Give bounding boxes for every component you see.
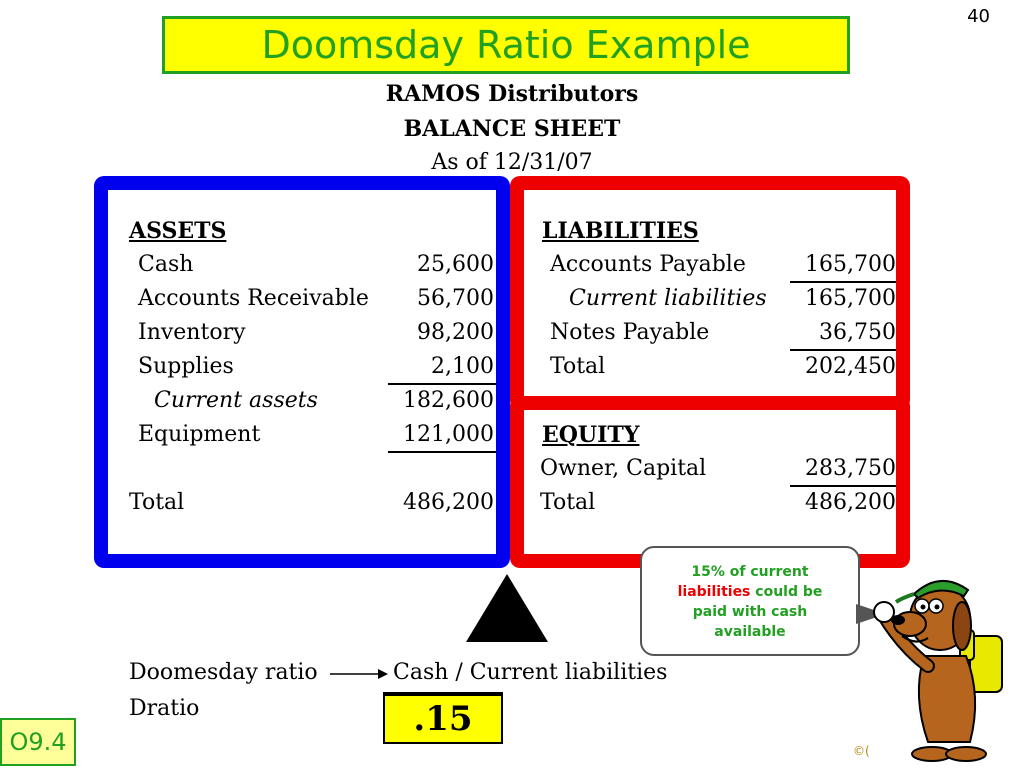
fulcrum-triangle <box>466 574 548 642</box>
asset-value: 56,700 <box>417 286 494 311</box>
asset-label: Equipment <box>138 422 261 447</box>
callout-bubble <box>640 546 860 656</box>
current-assets-label: Current assets <box>154 388 318 413</box>
equity-value: 283,750 <box>805 456 896 481</box>
callout-line: 15% of current <box>691 564 809 580</box>
asset-label: Cash <box>138 252 194 277</box>
callout-text: could be <box>750 584 823 600</box>
callout-line: available <box>714 624 786 640</box>
callout-line <box>654 582 846 602</box>
asset-label: Inventory <box>138 320 246 345</box>
total-rule <box>790 485 896 487</box>
liability-value: 165,700 <box>805 252 896 277</box>
formula-label: Doomesday ratio <box>129 660 318 685</box>
asset-value: 121,000 <box>403 422 494 447</box>
liabilities-total-label: Total <box>550 354 606 379</box>
slide-title: Doomsday Ratio Example <box>261 23 751 67</box>
current-liabilities-label: Current liabilities <box>569 286 767 311</box>
statement-title: BALANCE SHEET <box>403 116 621 142</box>
dog-mascot-illustration <box>862 566 1012 762</box>
copyright-text: ©( <box>853 744 870 758</box>
liability-label: Notes Payable <box>550 320 710 345</box>
equity-total-label: Total <box>540 490 596 515</box>
subtotal-rule <box>790 349 896 351</box>
asset-label: Supplies <box>138 354 234 379</box>
equity-heading: EQUITY <box>542 422 640 448</box>
subtotal-rule <box>790 281 896 283</box>
assets-heading: ASSETS <box>129 218 227 244</box>
slide-number: 40 <box>967 6 990 27</box>
asset-value: 2,100 <box>431 354 494 379</box>
slide-code: O9.4 <box>0 718 76 766</box>
asset-label: Accounts Receivable <box>138 286 369 311</box>
formula-expression: Cash / Current liabilities <box>393 660 668 685</box>
arrow-right-icon <box>330 666 390 682</box>
asset-value: 25,600 <box>417 252 494 277</box>
current-liabilities-value: 165,700 <box>805 286 896 311</box>
title-box <box>162 16 850 74</box>
liability-value: 36,750 <box>819 320 896 345</box>
liabilities-heading: LIABILITIES <box>542 218 699 244</box>
callout-highlight: liabilities <box>677 584 751 600</box>
ratio-result: .15 <box>383 692 503 744</box>
company-name: RAMOS Distributors <box>385 81 639 107</box>
liability-label: Accounts Payable <box>550 252 746 277</box>
assets-total-value: 486,200 <box>403 490 494 515</box>
as-of-date: As of 12/31/07 <box>431 150 593 175</box>
total-rule <box>388 451 496 453</box>
assets-total-label: Total <box>129 490 185 515</box>
equity-label: Owner, Capital <box>540 456 707 481</box>
current-assets-value: 182,600 <box>403 388 494 413</box>
equity-total-value: 486,200 <box>805 490 896 515</box>
subtotal-rule <box>388 383 496 385</box>
liabilities-total-value: 202,450 <box>805 354 896 379</box>
asset-value: 98,200 <box>417 320 494 345</box>
formula-short-label: Dratio <box>129 696 200 721</box>
callout-line: paid with cash <box>692 604 808 620</box>
